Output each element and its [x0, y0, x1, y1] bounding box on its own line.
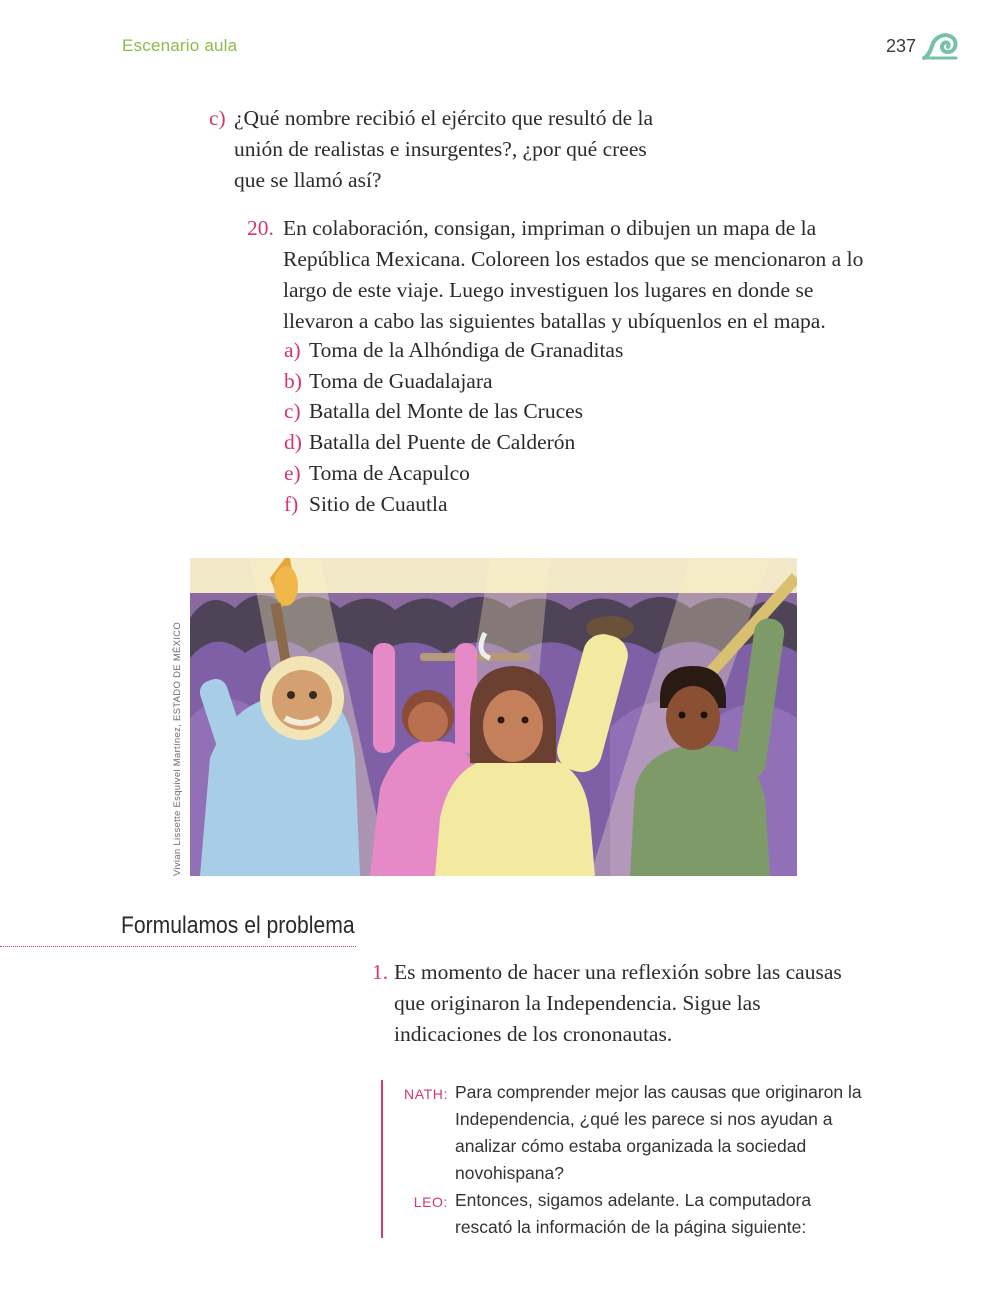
list-item — [284, 427, 623, 458]
independence-crowd-illustration — [190, 558, 797, 876]
section-divider — [0, 946, 356, 947]
activity-20-number: 20. — [247, 216, 274, 240]
page-number: 237 — [886, 36, 917, 56]
list-item-label: Batalla del Monte de las Cruces — [309, 399, 584, 424]
list-item-marker: e) — [284, 460, 301, 485]
activity-20-text: En colaboración, consigan, impriman o dibujen un mapa de la República Mexicana. Coloreen los estados que se mencionaron a lo largo de este viaje. Luego investiguen los lugares en donde se llevaron a cabo las siguientes batallas y ubíquenlos en el mapa. — [283, 216, 864, 333]
list-item-label: Sitio de Cuautla — [309, 491, 448, 516]
list-item-marker: a) — [284, 338, 301, 362]
speaker-label: LEO: — [413, 1194, 448, 1210]
section-heading: Formulamos el problema — [121, 912, 355, 939]
speaker-label: NATH: — [404, 1086, 448, 1102]
activity-20 — [247, 213, 867, 337]
question-c — [209, 103, 669, 196]
crononauts-dialogue — [392, 1079, 862, 1241]
list-item-marker: d) — [284, 430, 302, 455]
snail-spiral-icon — [922, 30, 958, 62]
list-item-label: Toma de Guadalajara — [309, 368, 493, 393]
activity-1 — [372, 957, 862, 1050]
running-head: Escenario aula — [122, 36, 238, 55]
list-item-marker: f) — [284, 491, 299, 516]
list-item-label: Batalla del Puente de Calderón — [309, 430, 576, 455]
dialogue-turn — [392, 1079, 862, 1187]
list-item — [284, 458, 623, 489]
illustration-credit: Vivian Lissette Esquivel Martínez, ESTADO DE MÉXICO — [172, 621, 183, 876]
list-item — [284, 396, 623, 427]
question-c-marker: c) — [209, 106, 226, 130]
dialogue-text: Entonces, sigamos adelante. La computadora rescató la información de la página siguiente: — [455, 1190, 812, 1237]
dialogue-text: Para comprender mejor las causas que originaron la Independencia, ¿qué les parece si nos ayudan a analizar cómo estaba organizada la sociedad novohispana? — [455, 1082, 862, 1183]
list-item-label: Toma de Acapulco — [309, 460, 470, 485]
activity-1-number: 1. — [372, 960, 389, 984]
list-item — [284, 335, 623, 366]
list-item — [284, 489, 623, 520]
list-item-marker: c) — [284, 399, 301, 424]
activity-1-text: Es momento de hacer una reflexión sobre las causas que originaron la Independencia. Sigue las indicaciones de los crononautas. — [394, 960, 842, 1046]
dialogue-turn — [392, 1187, 862, 1241]
question-c-text: ¿Qué nombre recibió el ejército que resultó de la unión de realistas e insurgentes?, ¿por qué crees que se llamó así? — [234, 106, 654, 192]
dialogue-accent-bar — [381, 1080, 383, 1238]
list-item-label: Toma de la Alhóndiga de Granaditas — [309, 338, 624, 362]
list-item-marker: b) — [284, 368, 302, 393]
battle-list — [284, 335, 623, 519]
list-item — [284, 366, 623, 397]
